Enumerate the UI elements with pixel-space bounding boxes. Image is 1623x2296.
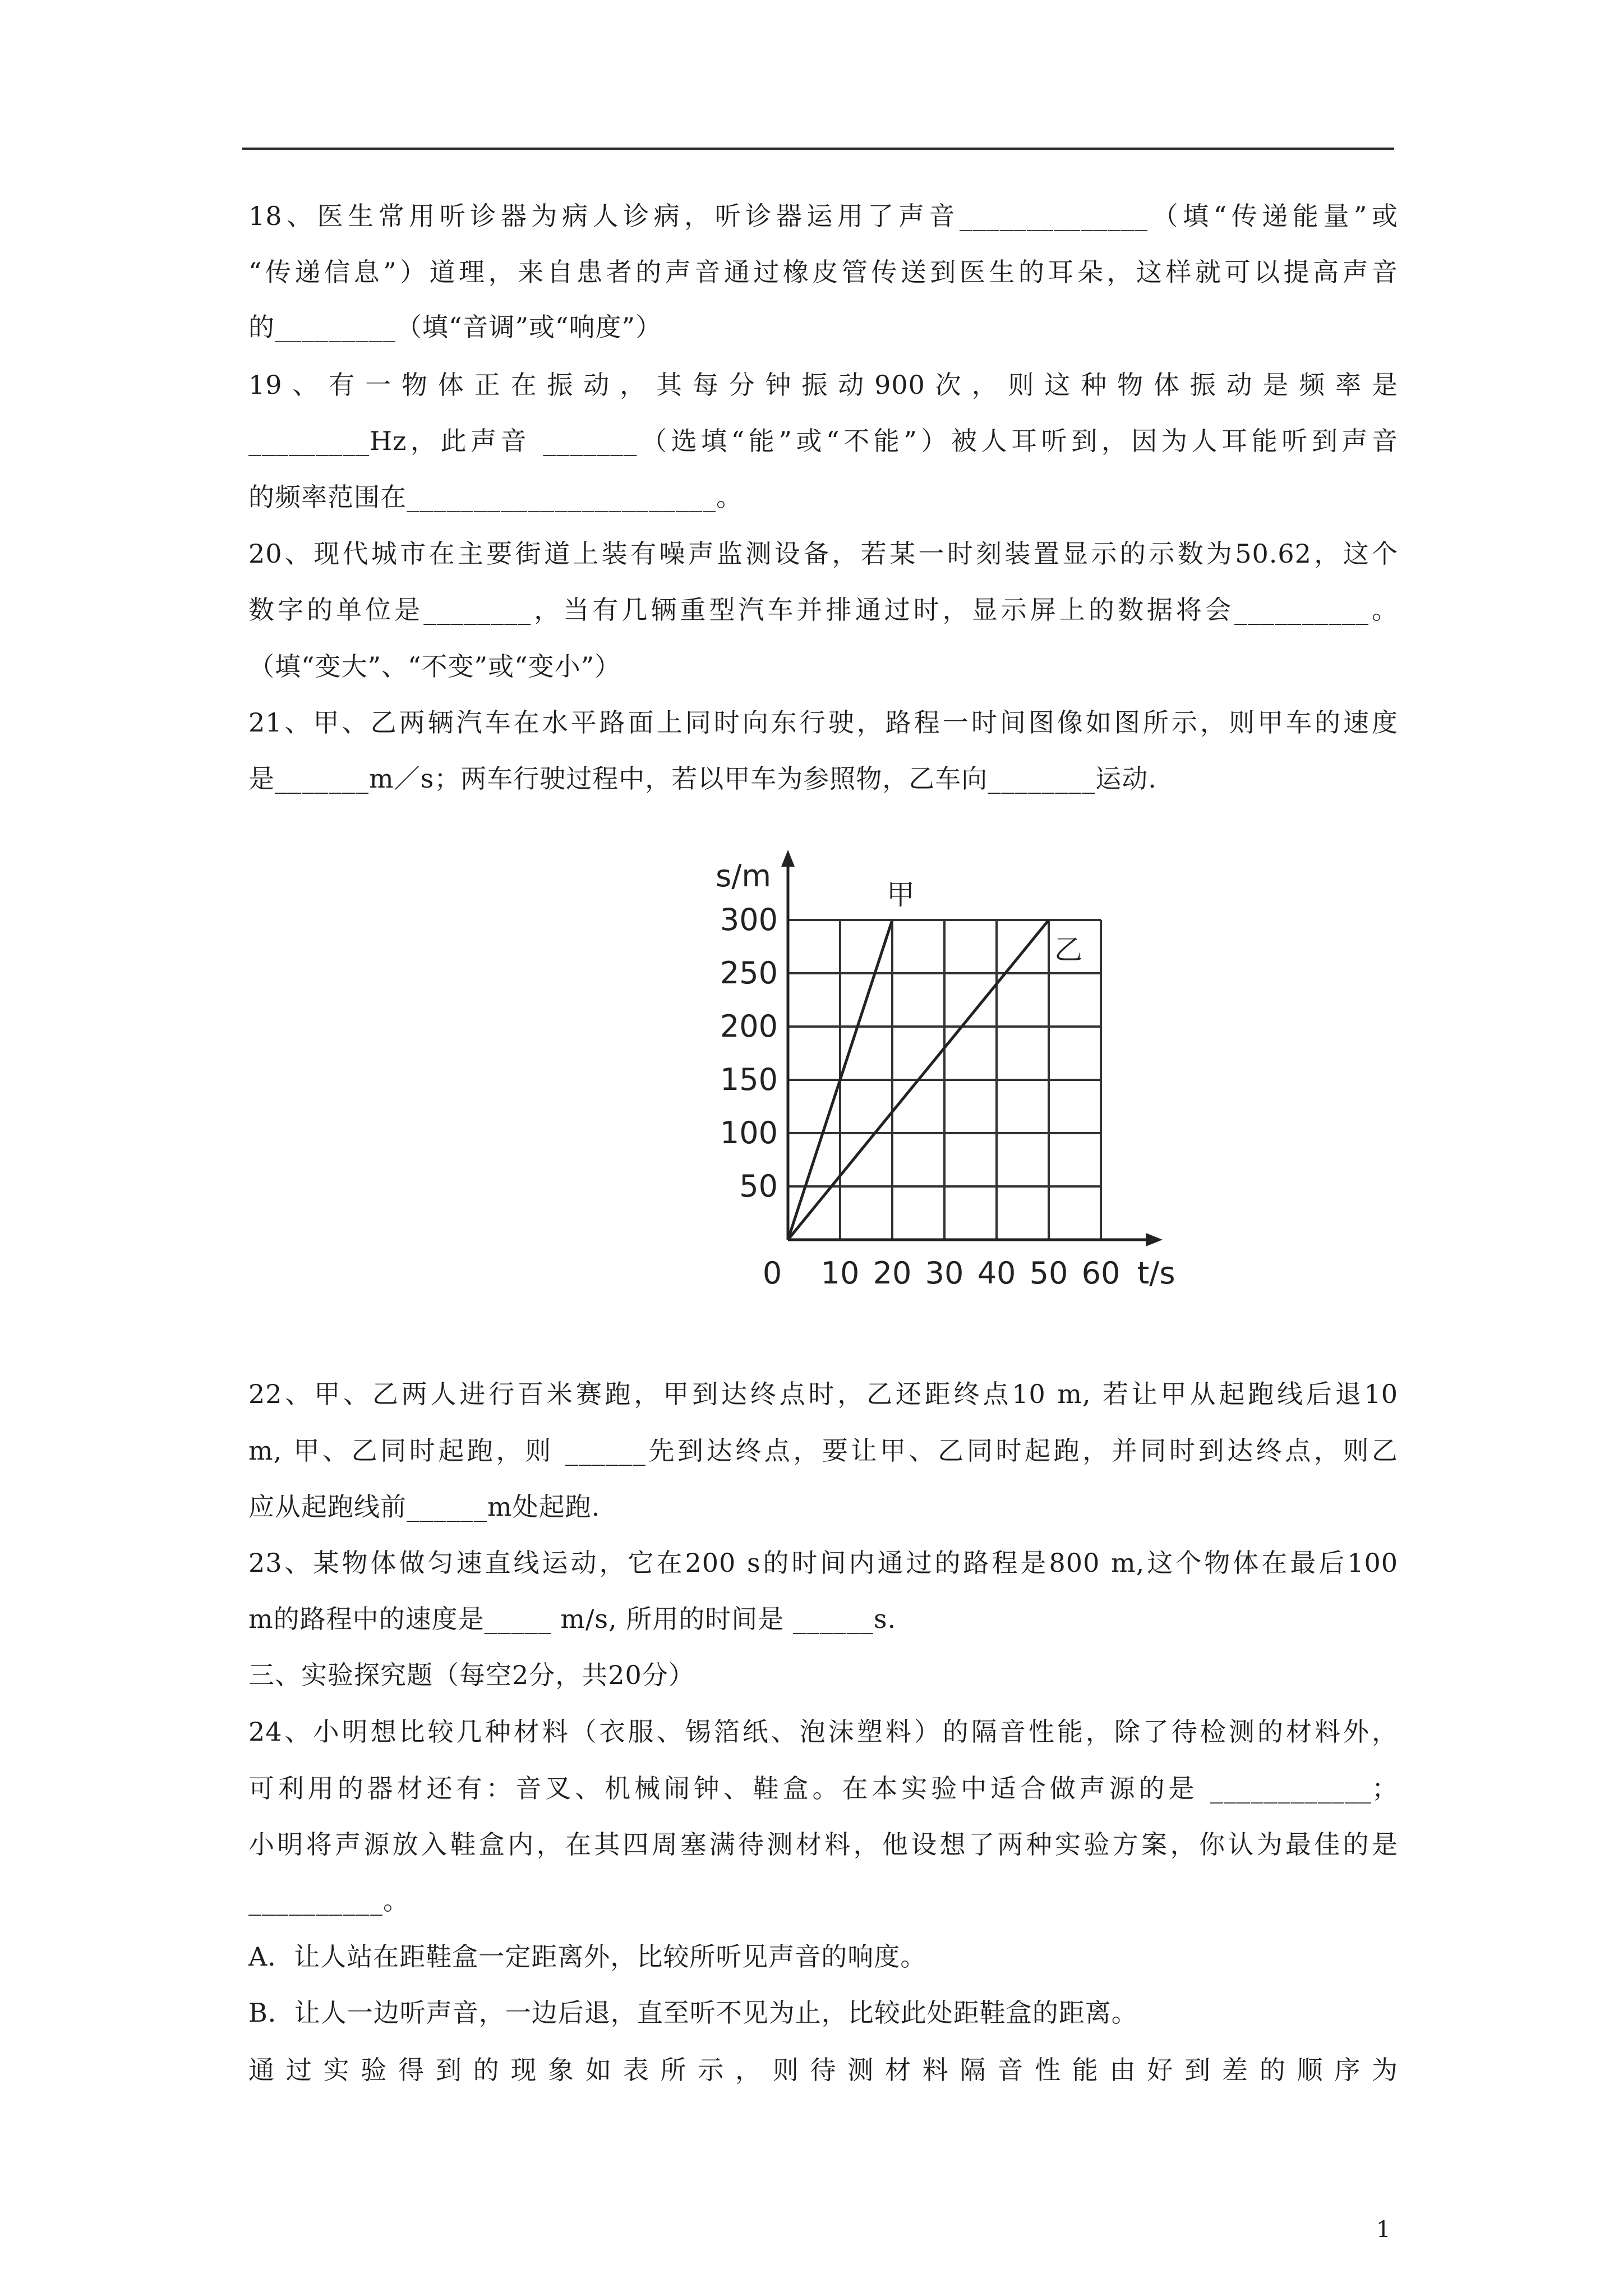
y-tick-label: 200 [720, 1009, 778, 1044]
q24-line-4: __________。 [248, 1885, 409, 1916]
q23-line-2: m的路程中的速度是_____ m/s, 所用的时间是 ______s. [248, 1604, 897, 1634]
y-tick-label: 50 [739, 1168, 778, 1204]
y-axis-label: s/m [716, 858, 771, 894]
q24-option-b: B．让人一边听声音，一边后退，直至听不见为止，比较此处距鞋盒的距离。 [248, 1998, 1138, 2028]
q18-line-2: “传递信息”）道理，来自患者的声音通过橡皮管传送到医生的耳朵，这样就可以提高声音 [248, 257, 1398, 287]
q24-line-5: 通过实验得到的现象如表所示，则待测材料隔音性能由好到差的顺序为 [248, 2055, 1398, 2085]
y-tick-label: 250 [720, 955, 778, 991]
q19-line-1: 19、有一物体正在振动，其每分钟振动900次，则这种物体振动是频率是 [248, 370, 1398, 400]
series-label-jia: 甲 [887, 878, 915, 911]
q18-line-1: 18、医生常用听诊器为病人诊病，听诊器运用了声音______________（填“传递能量”或 [248, 201, 1398, 231]
x-tick-label: 0 [762, 1255, 782, 1291]
q23-line-1: 23、某物体做匀速直线运动，它在200 s的时间内通过的路程是800 m,这个物体在最后100 [248, 1548, 1398, 1578]
q22-line-3: 应从起跑线前______m处起跑. [248, 1492, 601, 1522]
y-tick-label: 300 [720, 902, 778, 937]
q24-line-3: 小明将声源放入鞋盒内，在其四周塞满待测材料，他设想了两种实验方案，你认为最佳的是 [248, 1829, 1398, 1860]
x-tick-label: 20 [873, 1255, 912, 1291]
series-label-yi: 乙 [1054, 933, 1082, 966]
q24-option-a: A．让人站在距鞋盒一定距离外，比较所听见声音的响度。 [248, 1941, 927, 1972]
x-axis-label: t/s [1137, 1255, 1175, 1291]
q19-line-3: 的频率范围在_______________________。 [248, 482, 743, 512]
x-tick-label: 30 [925, 1255, 964, 1291]
y-axis-arrow [781, 850, 795, 867]
graph-grid [788, 920, 1101, 1240]
q21-line-2: 是_______m／s；两车行驶过程中，若以甲车为参照物，乙车向________运动. [248, 763, 1157, 794]
distance-time-graph [704, 841, 1209, 1313]
q22-line-1: 22、甲、乙两人进行百米赛跑，甲到达终点时，乙还距终点10 m, 若让甲从起跑线后退10 [248, 1379, 1398, 1409]
x-tick-label: 10 [820, 1255, 860, 1291]
page-number: 1 [1376, 2217, 1391, 2243]
y-tick-label: 100 [720, 1115, 778, 1151]
q19-line-2: _________Hz，此声音 _______（选填“能”或“不能”）被人耳听到，因为人耳能听到声音 [248, 426, 1398, 456]
x-tick-label: 60 [1081, 1255, 1121, 1291]
q22-line-2: m, 甲、乙同时起跑，则 ______先到达终点，要让甲、乙同时起跑，并同时到达终点，则乙 [248, 1435, 1398, 1466]
header-rule [242, 148, 1394, 150]
x-tick-label: 40 [977, 1255, 1016, 1291]
x-axis-arrow [1146, 1233, 1163, 1246]
q21-line-1: 21、甲、乙两辆汽车在水平路面上同时向东行驶，路程一时间图像如图所示，则甲车的速度 [248, 707, 1398, 738]
q24-line-1: 24、小明想比较几种材料（衣服、锡箔纸、泡沫塑料）的隔音性能，除了待检测的材料外， [248, 1717, 1398, 1747]
q20-line-1: 20、现代城市在主要街道上装有噪声监测设备，若某一时刻装置显示的示数为50.62，这个 [248, 539, 1398, 569]
x-tick-label: 50 [1029, 1255, 1068, 1291]
q24-line-2: 可利用的器材还有：音叉、机械闹钟、鞋盒。在本实验中适合做声源的是 ____________； [248, 1773, 1398, 1803]
y-tick-label: 150 [720, 1062, 778, 1097]
q20-line-3: （填“变大”、“不变”或“变小”） [248, 651, 621, 682]
section-3-heading: 三、实验探究题（每空2分，共20分） [248, 1660, 695, 1690]
q20-line-2: 数字的单位是________，当有几辆重型汽车并排通过时，显示屏上的数据将会__________。 [248, 595, 1398, 625]
q18-line-3: 的_________（填“音调”或“响度”） [248, 312, 662, 342]
